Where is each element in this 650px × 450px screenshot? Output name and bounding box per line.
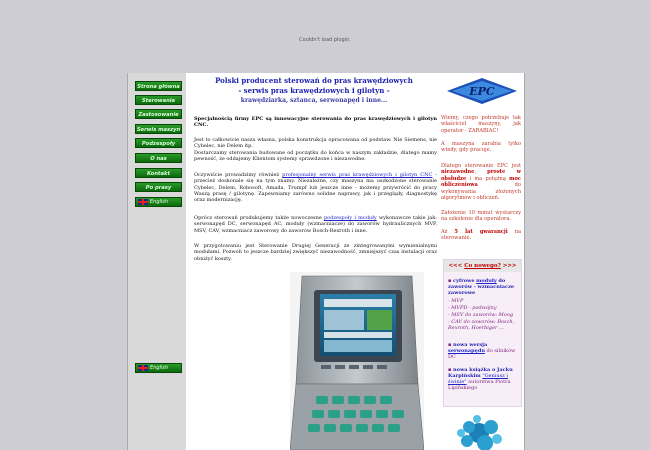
nav-contact[interactable]: Kontakt <box>135 168 182 178</box>
news-item-book: ▪ nowa książka o Jacku Karpińskim "Geniusz i świnie" autorstwa Piotra Lipińskiego <box>448 367 513 391</box>
english-button[interactable]: English <box>135 197 182 207</box>
right-text-2: A maszyna zarabia tylko wtedy, gdy pracuje. <box>441 141 521 154</box>
intro-bold: Specjalnością firmy EPC są innowacyjne sterowania do pras krawędziowych i gilotyn CNC. <box>194 116 437 129</box>
nav-service[interactable]: Serwis maszyn <box>135 124 182 134</box>
page-title: Polski producent sterowań do pras krawędziowych <box>215 76 413 85</box>
nav-components[interactable]: Podzespoły <box>135 138 182 148</box>
intro-paragraph-5: W przygotowaniu jest Sterowanie Drugiej Generacji ze zintegrowanymi wymienialnymi modułami. Pozwoli to jeszcze bardziej zwiększyć niezawodność, zmniejszyć czas instalacji oraz obniżyć koszty. <box>194 243 437 262</box>
intro-paragraph-1: Jest to całkowicie nasza własna, polska konstrukcja opracowana od podstaw. Nie Siemens, nie Cybelec, nie Delem itp. <box>194 137 437 150</box>
news-header: <<< Co nowego? >>> <box>444 260 521 272</box>
right-text-1: Wiemy, czego potrzebuje tak właściciel maszyny, jak operator - ZARABIAĆ! <box>441 115 521 134</box>
page-frame <box>127 73 525 450</box>
news-body <box>444 272 521 406</box>
sidebar <box>128 73 186 450</box>
plugin-error-message: Couldn't load plugin. <box>299 37 351 43</box>
cnc-controller-image <box>290 272 424 450</box>
news-sub-2: - MVPD - podwójny <box>448 305 497 311</box>
news-box <box>443 259 522 407</box>
page-tagline: krawędziarka, sztanca, serwonapęd i inne... <box>240 97 388 104</box>
nav-presses[interactable]: Po prasy <box>135 182 182 192</box>
right-text-4: Założenie 10 minut wystarczy na szkolenie dla operatora. <box>441 210 521 223</box>
news-sub-3: - MSV do zaworów: Moog <box>448 312 514 318</box>
nav-home[interactable]: Strona główna <box>135 81 182 91</box>
svg-text:EPC: EPC <box>469 85 495 98</box>
right-text-3: Dlatego sterowanie EPC jest niezawodne, proste w obsłudze i ma potężną moc obliczeniowa do wykonywania złożonych algorytmów i obliczeń. <box>441 163 522 202</box>
nav-controls[interactable]: Sterowania <box>135 95 182 105</box>
news-item-servo: ▪ nowa wersja serwonapędu do silników DC <box>448 342 516 360</box>
servo-link[interactable]: serwonapędu <box>448 348 485 354</box>
right-text-5: Aż 5 lat gwarancji na sterowanie. <box>441 229 522 242</box>
page-subtitle: - serwis pras krawędziowych i gilotyn - <box>238 86 390 95</box>
modules-link[interactable]: moduły <box>476 278 497 284</box>
service-link[interactable]: profesjonalny serwis pras krawędziowych i gilotyn CNC <box>282 172 433 178</box>
book-link[interactable]: "Geniusz i świnie" <box>448 373 509 385</box>
uk-flag-icon <box>138 365 148 371</box>
components-link[interactable]: podzespoły i moduły <box>323 215 377 221</box>
nav-about[interactable]: O nas <box>135 153 182 163</box>
news-sub-4: - CAV do zaworów: Bosch, Rexroth, Hoerbiger ... <box>448 319 515 331</box>
uk-flag-icon <box>138 199 148 205</box>
intro-paragraph-3: Oczywiście prowadzimy również profesjonalny serwis pras krawędziowych i gilotyn CNC - przecież doskonale się na tym znamy. Niezależne, czy maszyna ma uszkodzone sterowanie Cybelec, Delem, Robosoft, Amada, Trumpf lub jeszcze inne - możemy przywrócić do pracy Waszą prasę / gilotynę. Zapewniamy zarówno solidne naprawy, jak i przeglądy, diagnostykę oraz modernizację. <box>194 172 438 204</box>
intro-paragraph-2: Dostarczamy sterowania budowane od początku do końca w naszym zakładzie, dlatego mamy pewność, że oddajemy Klientom systemy sprawdzone i niezawodne. <box>194 150 437 163</box>
decorative-fractal-image <box>449 413 515 450</box>
news-header-link[interactable]: Co nowego? <box>464 263 501 269</box>
english-button-bottom[interactable]: English <box>135 363 182 373</box>
news-sub-1: - MVP <box>448 298 464 304</box>
news-item-modules: ▪ cyfrowe moduły do zaworów - wzmacniacze zaworowe <box>448 278 515 296</box>
epc-logo <box>446 77 518 105</box>
main-content <box>190 73 438 450</box>
intro-paragraph-4: Oprócz sterowań produkujemy także nowoczesne podzespoły i moduły wykonawcze takie jak: serwonapęd DC, serwonapęd AC, moduły (wzmacniacze) do zaworów hydraulicznych MVP, MSV, CAV, wzmacniacz zaworowy do zaworów Bosch-Rexroth i inne. <box>194 215 437 234</box>
nav-applications[interactable]: Zastosowanie <box>135 109 182 119</box>
right-column <box>441 73 523 450</box>
